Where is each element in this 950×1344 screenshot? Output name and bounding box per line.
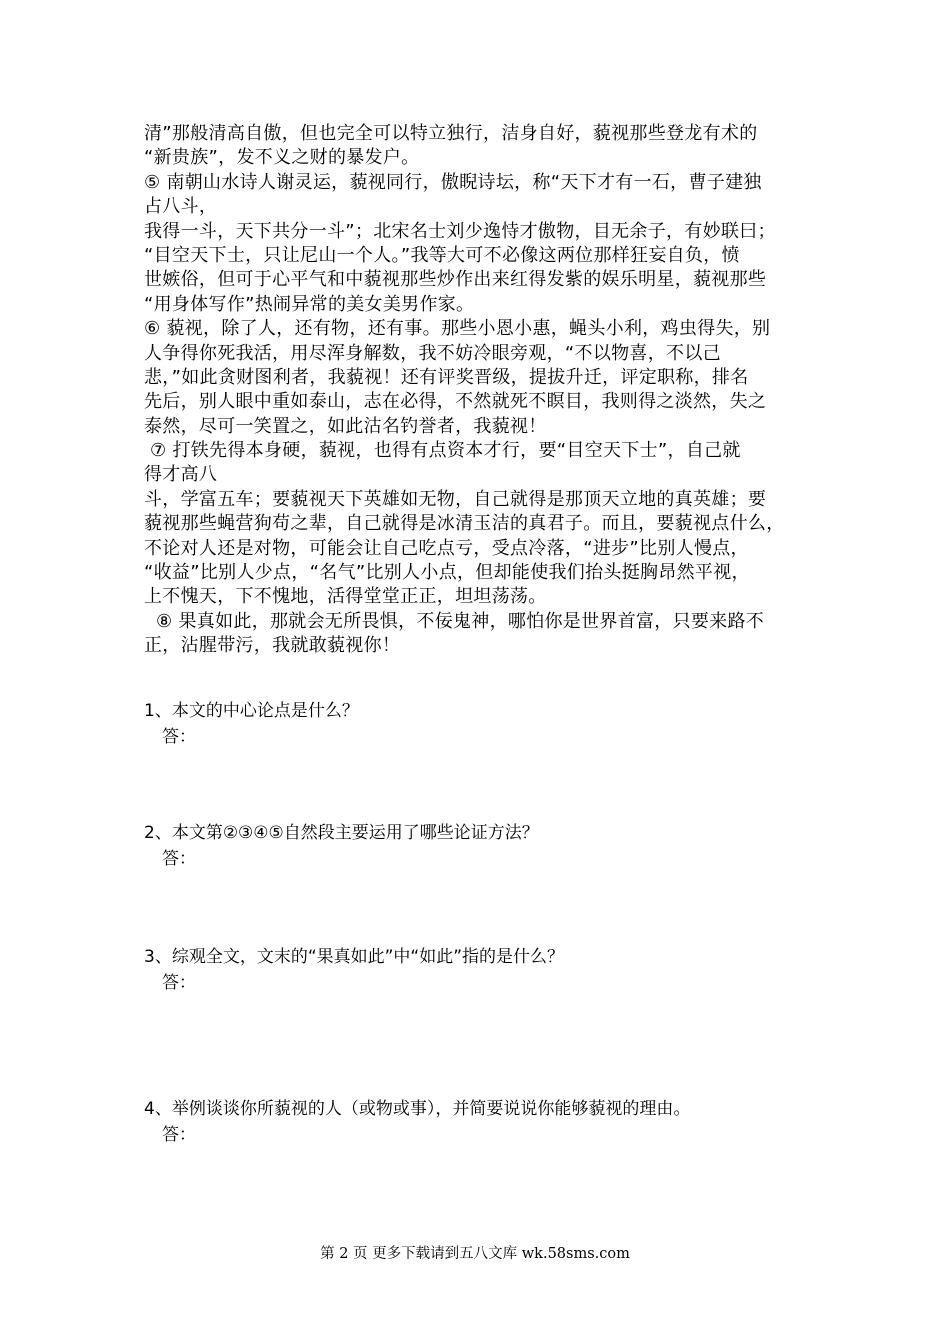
- article-line: 人争得你死我活，用尽浑身解数，我不妨冷眼旁观，“不以物喜，不以己: [144, 342, 721, 364]
- article-line: 泰然，尽可一笑置之，如此沽名钓誉者，我藐视！: [144, 415, 547, 437]
- question-4: [144, 1096, 844, 1148]
- article-line: 得才高八: [144, 464, 218, 486]
- article-line: “用身体写作”热闹异常的美女美男作家。: [144, 293, 475, 315]
- article-line: 先后，别人眼中重如泰山，志在必得，不然就死不瞑目，我则得之淡然，失之: [144, 391, 767, 413]
- question-label: 4、举例谈谈你所藐视的人（或物或事），并简要说说你能够藐视的理由。: [144, 1099, 691, 1119]
- article-line: “目空天下士，只让尼山一个人。”我等大可不必像这两位那样狂妄自负，愤: [144, 244, 740, 266]
- question-1: [144, 698, 844, 750]
- question-label: 2、本文第②③④⑤自然段主要运用了哪些论证方法？: [144, 823, 539, 843]
- article-line: ⑤ 南朝山水诗人谢灵运，藐视同行，傲睨诗坛，称“天下才有一石，曹子建独: [144, 171, 762, 193]
- answer-prefix: 答：: [162, 849, 196, 869]
- article-line: ⑦ 打铁先得本身硬，藐视，也得有点资本才行，要“目空天下士”，自己就: [144, 440, 741, 462]
- question-label: 3、综观全文，文末的“果真如此”中“如此”指的是什么？: [144, 947, 565, 967]
- article-line: 斗，学富五车；要藐视天下英雄如无物，自己就得是那顶天立地的真英雄；要: [144, 488, 767, 510]
- answer-prefix: 答：: [162, 973, 196, 993]
- article-line: 藐视那些蝇营狗苟之辈，自己就得是冰清玉洁的真君子。而且，要藐视点什么，: [144, 513, 785, 535]
- answer-prefix: 答：: [162, 1125, 196, 1145]
- article-line: 不论对人还是对物，可能会让自己吃点亏，受点冷落，“进步”比别人慢点，: [144, 537, 749, 559]
- article-line: 正，沾腥带污，我就敢藐视你！: [144, 635, 401, 657]
- article-line: 悲，”如此贪财图利者，我藐视！还有评奖晋级，提拔升迁，评定职称，排名: [144, 366, 749, 388]
- article-line: ⑥ 藐视，除了人，还有物，还有事。那些小恩小惠，蝇头小利，鸡虫得失，别: [144, 318, 771, 340]
- question-label: 1、本文的中心论点是什么？: [144, 701, 359, 721]
- article-line: ⑧ 果真如此，那就会无所畏惧，不佞鬼神，哪怕你是世界首富，只要来路不: [144, 610, 765, 632]
- article-line: “新贵族”，发不义之财的暴发户。: [144, 147, 420, 169]
- article-line: 我得一斗，天下共分一斗”；北宋名士刘少逸恃才傲物，目无余子，有妙联曰；: [144, 220, 776, 242]
- question-3: [144, 944, 844, 996]
- article-line: 上不愧天，下不愧地，活得堂堂正正，坦坦荡荡。: [144, 586, 547, 608]
- article-line: 占八斗，: [144, 196, 218, 218]
- page-footer: 第 2 页 更多下载请到五八文库 wk.58sms.com: [320, 1246, 630, 1262]
- article-line: “收益”比别人少点，“名气”比别人小点，但却能使我们抬头挺胸昂然平视，: [144, 562, 750, 584]
- article-line: 世嫉俗，但可于心平气和中藐视那些炒作出来红得发紫的娱乐明星，藐视那些: [144, 269, 767, 291]
- question-2: [144, 820, 844, 872]
- answer-prefix: 答：: [162, 727, 196, 747]
- article-line: 清”那般清高自傲，但也完全可以特立独行，洁身自好，藐视那些登龙有术的: [144, 123, 758, 144]
- article-body: [144, 122, 824, 659]
